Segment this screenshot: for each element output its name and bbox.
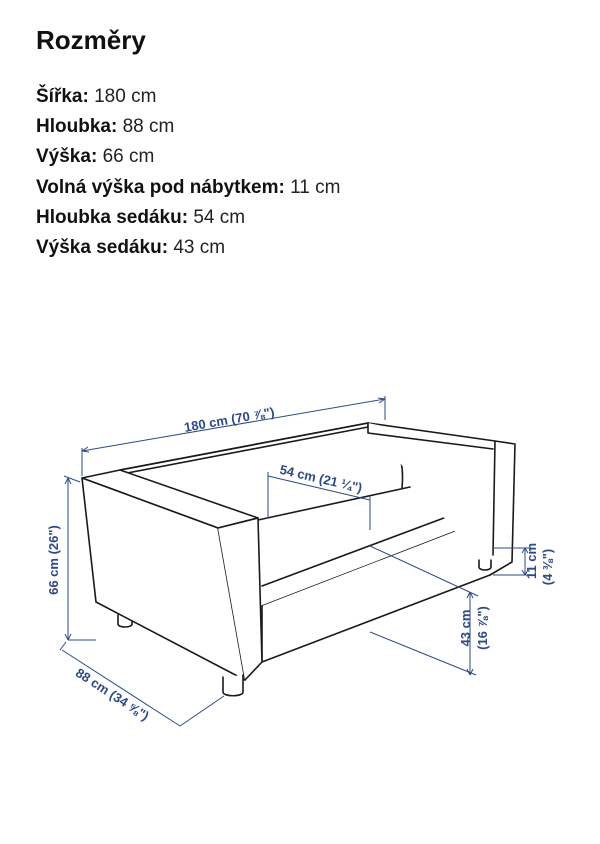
spec-width [36, 82, 340, 112]
seat-depth-dimension-label: 54 cm (21 ¼") [278, 461, 364, 496]
spec-seat-depth-label: Hloubka sedáku: [36, 206, 189, 228]
spec-depth-value: 88 cm [122, 116, 175, 138]
sofa-dimension-drawing [0, 380, 600, 760]
clearance-dimension-label: 11 cm [524, 542, 539, 580]
page-title: Rozměry [36, 25, 146, 55]
spec-height-label: Výška: [36, 146, 98, 168]
seat-height-dimension-label-inches: (16 ⅞") [475, 606, 490, 650]
spec-seat-depth-value: 54 cm [193, 206, 246, 228]
spec-width-value: 180 cm [94, 86, 157, 107]
spec-seat-height-value: 43 cm [173, 237, 226, 259]
clearance-dimension-label-inches: (4 ⅜") [540, 548, 555, 586]
spec-height [36, 142, 340, 172]
spec-seat-height-label: Výška sedáku: [36, 237, 169, 259]
depth-dimension-label: 88 cm (34 ⅝") [73, 665, 152, 724]
spec-seat-height [36, 233, 340, 263]
spec-depth-label: Hloubka: [36, 116, 118, 138]
spec-clearance [36, 173, 340, 203]
dimension-list [36, 82, 340, 263]
spec-seat-depth [36, 203, 340, 233]
spec-height-value: 66 cm [102, 146, 155, 168]
seat-height-dimension-label: 43 cm [458, 609, 473, 647]
width-dimension-label: 180 cm (70 ⅞") [182, 404, 276, 435]
spec-depth [36, 112, 340, 142]
height-dimension-label: 66 cm (26") [46, 525, 61, 595]
spec-width-label: Šířka: [36, 86, 89, 107]
spec-clearance-label: Volná výška pod nábytkem: [36, 176, 285, 198]
spec-clearance-value: 11 cm [290, 176, 341, 198]
sofa-outline [82, 423, 515, 696]
